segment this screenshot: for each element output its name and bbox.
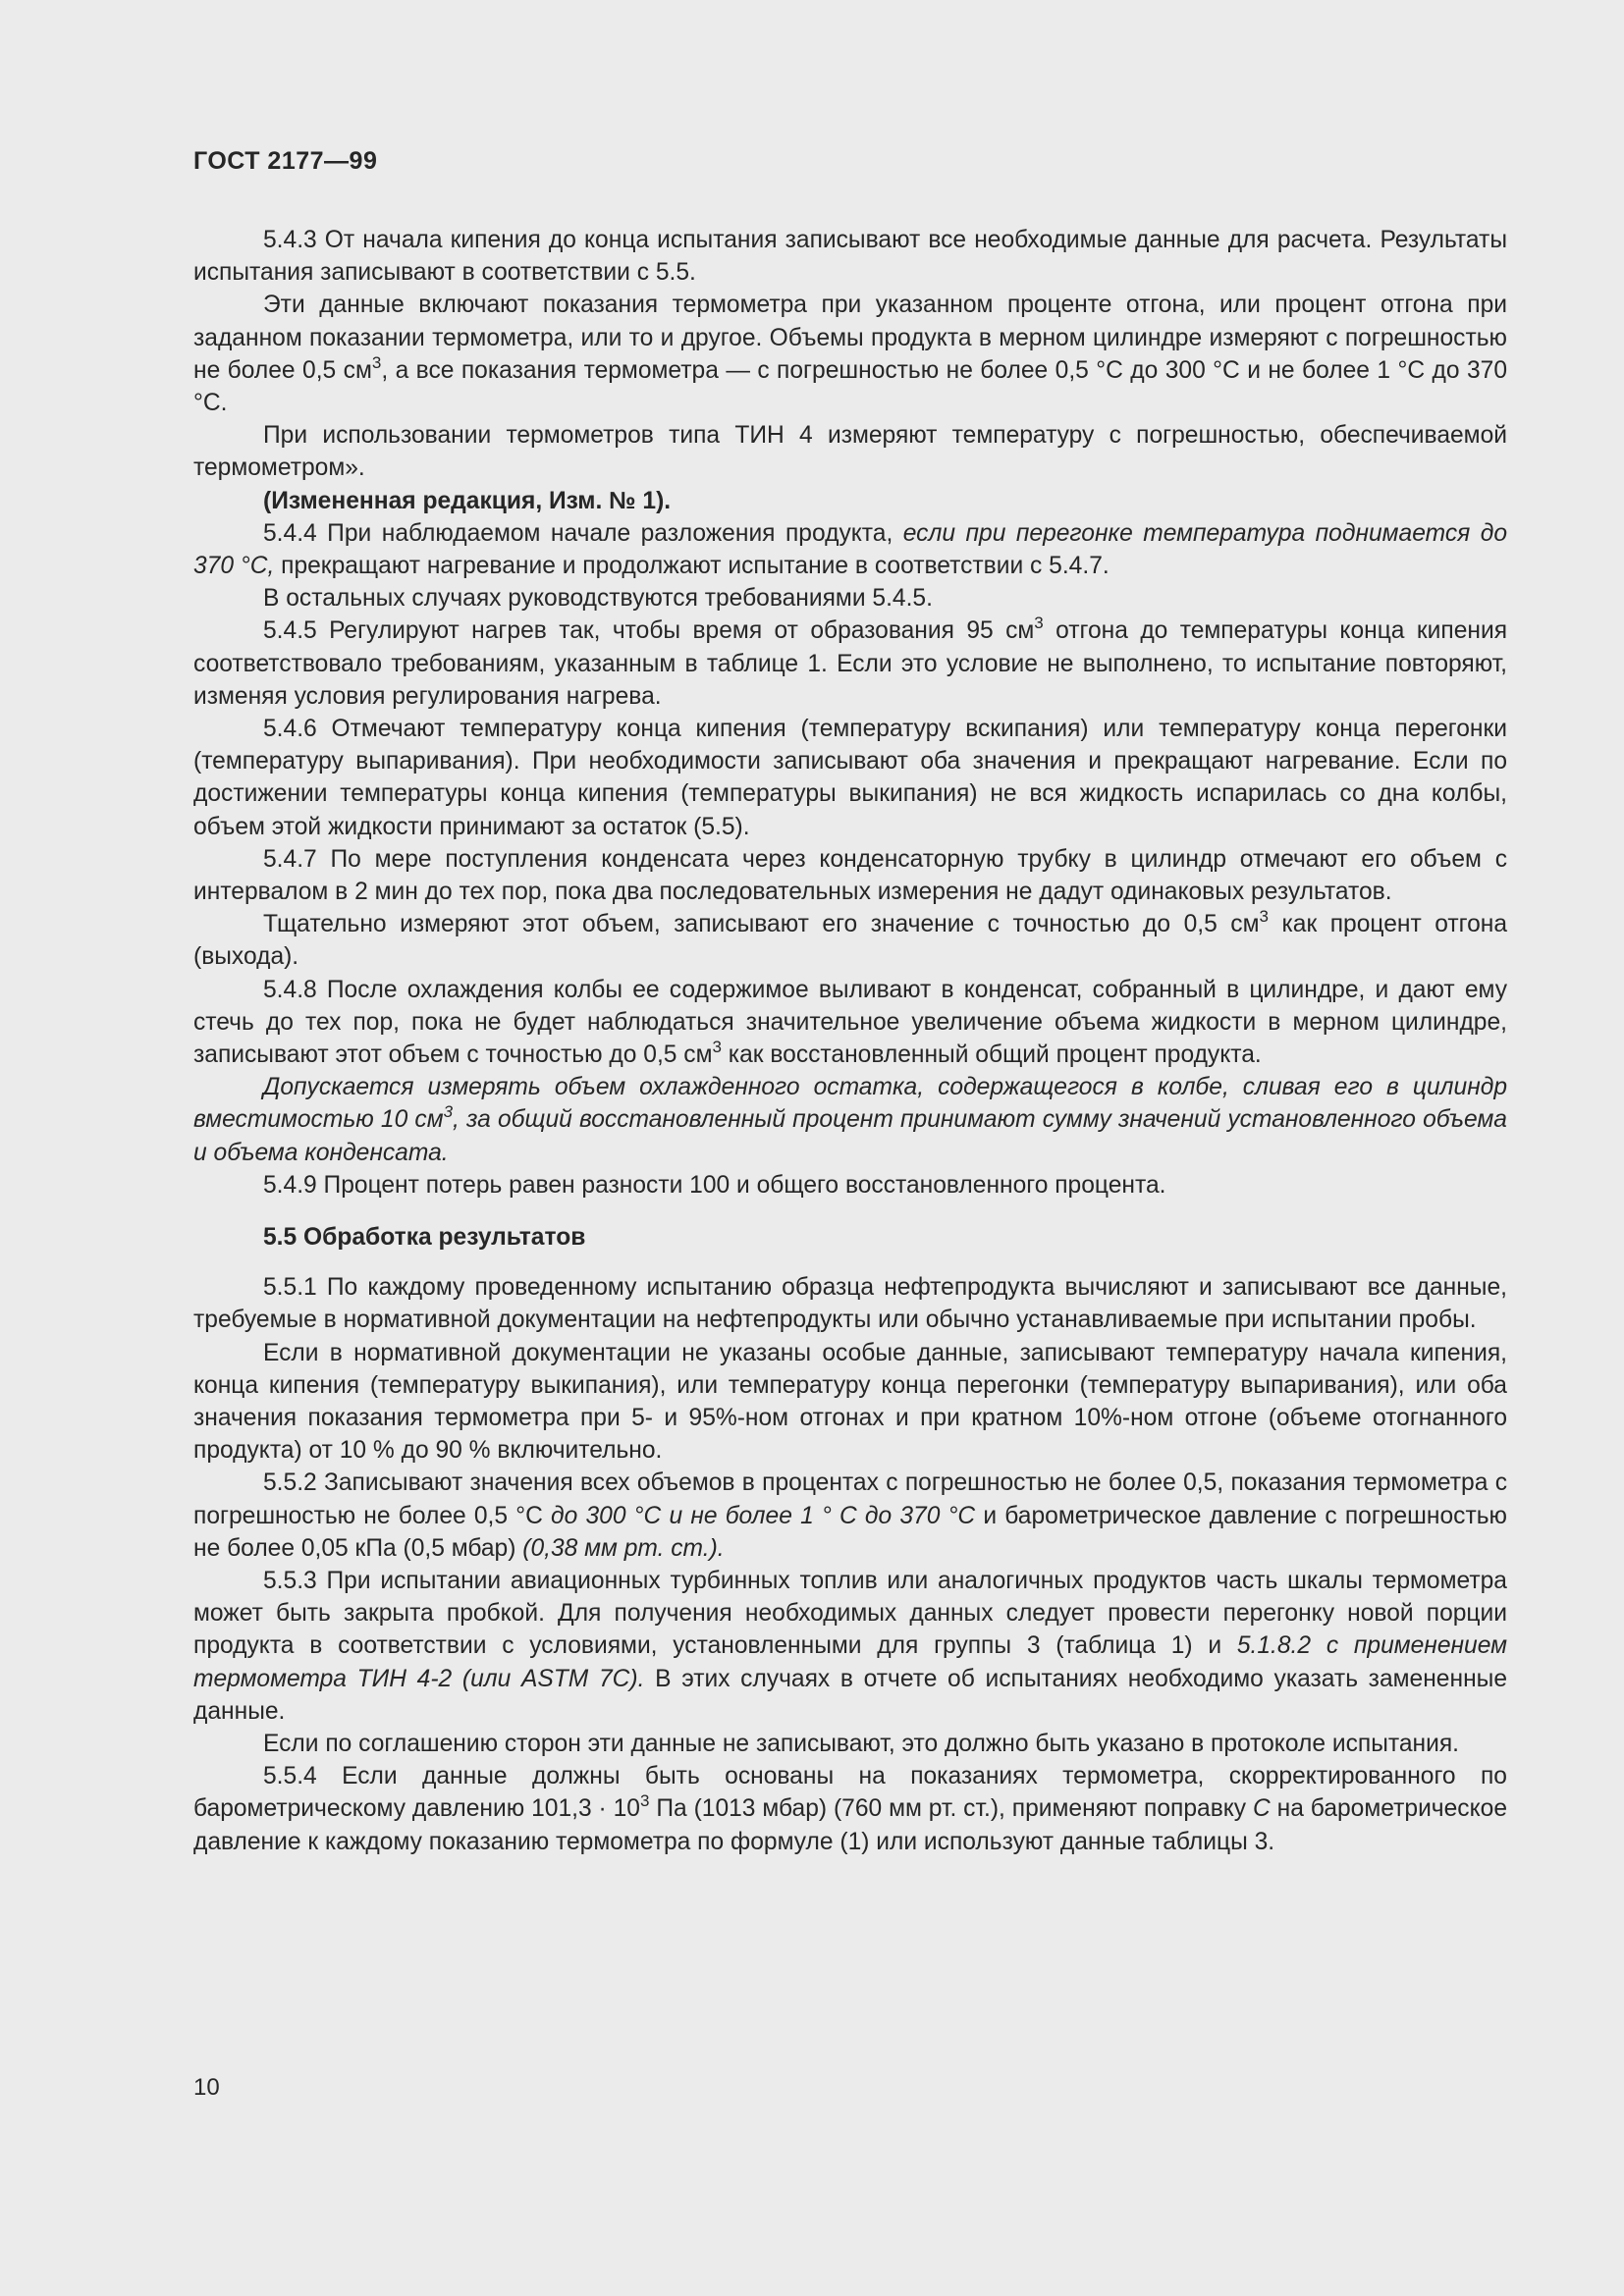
paragraph-5-4-3: 5.4.3 От начала кипения до конца испытания записывают все необходимые данные для расчета. Результаты испытания записывают в соответствии с 5.5. bbox=[193, 227, 1507, 287]
paragraph-agreement: Если по соглашению сторон эти данные не записывают, это должно быть указано в протоколе испытания. bbox=[263, 1730, 1460, 1757]
paragraph-other-cases: В остальных случаях руководствуются требованиями 5.4.5. bbox=[263, 585, 933, 613]
paragraph-5-5-2: 5.5.2 Записывают значения всех объемов в процентах с погрешностью не более 0,5, показания термометра с погрешностью не более 0,5 °С до 300 °С и не более 1 ° С до 370 °С и барометрическое давление с погрешностью не более 0,05 кПа (0,5 мбар) (0,38 мм рт. ст.). bbox=[193, 1469, 1507, 1562]
section-title: 5.5 Обработка результатов bbox=[263, 1224, 586, 1252]
amendment-note: (Измененная редакция, Изм. № 1). bbox=[263, 487, 672, 514]
paragraph-5-5-1: 5.5.1 По каждому проведенному испытанию образца нефтепродукта вычисляют и записывают все данные, требуемые в нормативной документации на нефтепродукты или обычно устанавливаемые при испытании пробы. bbox=[193, 1274, 1507, 1334]
paragraph-5-4-4: 5.4.4 При наблюдаемом начале разложения продукта, если при перегонке температура поднимается до 370 °С, прекращают нагревание и продолжают испытание в соответствии с 5.4.7. bbox=[193, 519, 1508, 580]
paragraph-measure-volume: Тщательно измеряют этот объем, записывают его значение с точностью до 0,5 $см^3$ как процент отгона (выхода). bbox=[193, 907, 1508, 971]
paragraph-tin4-thermometers: При использовании термометров типа ТИН 4 измеряют температуру с погрешностью, обеспечиваемой термометром». bbox=[193, 422, 1507, 482]
page-number: 10 bbox=[193, 2074, 220, 2101]
paragraph-5-4-6: 5.4.6 Отмечают температуру конца кипения (температуру вскипания) или температуру конца перегонки (температуру выпаривания). При необходимости записывают оба значения и прекращают нагревание. Если по достижении температуры конца кипения (температуры выкипания) не вся жидкость испарилась со дна колбы, объем этой жидкости принимают за остаток (5.5). bbox=[193, 716, 1507, 840]
paragraph-5-5-3: 5.5.3 При испытании авиационных турбинных топлив или аналогичных продуктов часть шкалы термометра может быть закрыта пробкой. Для получения необходимых данных следует провести перегонку новой порции продукта в соответствии с условиями, установленными для группы 3 (таблица 1) и 5.1.8.2 с применением термометра ТИН 4-2 (или ASTM 7C). В этих случаях в отчете об испытаниях необходимо указать замененные данные. bbox=[193, 1567, 1508, 1725]
paragraph-no-special-data: Если в нормативной документации не указаны особые данные, записывают температуру начала кипения, конца кипения (температуру выкипания), или температуру конца перегонки (температуру выпаривания), или оба значения показания термометра при 5- и 95%-ном отгонах и при кратном 10%-ном отгоне (объеме отогнанного продукта) от 10 % до 90 % включительно. bbox=[193, 1339, 1507, 1465]
paragraph-data-includes: Эти данные включают показания термометра при указанном проценте отгона, или процент отгона при заданном показании термометра, или то и другое. Объемы продукта в мерном цилиндре измеряют с погрешностью не более 0,5 $см^3$, а все показания термометра — с погрешностью не более 0,5 °С до 300 °С и не более 1 °С до 370 °С. bbox=[193, 292, 1507, 417]
paragraph-allowed-measure: Допускается измерять объем охлажденного остатка, содержащегося в колбе, сливая его в цилиндр вместимостью 10 $см^3$, за общий восстановленный процент принимают сумму значений установленного объема и объема конденсата. bbox=[193, 1074, 1507, 1166]
paragraph-5-4-7: 5.4.7 По мере поступления конденсата через конденсаторную трубку в цилиндр отмечают его объем с интервалом в 2 мин до тех пор, пока два последовательных измерения не дадут одинаковых результатов. bbox=[193, 845, 1507, 906]
paragraph-5-4-9: 5.4.9 Процент потерь равен разности 100 и общего восстановленного процента. bbox=[263, 1171, 1166, 1199]
paragraph-5-5-4: 5.5.4 Если данные должны быть основаны на показаниях термометра, скорректированного по барометрическому давлению $101,3 \cdot 10^3$ Па (1013 мбар) (760 мм рт. ст.), применяют поправку С на барометрическое давление к каждому показанию термометра по формуле (1) или используют данные таблицы 3. bbox=[193, 1763, 1507, 1855]
paragraph-5-4-8: 5.4.8 После охлаждения колбы ее содержимое выливают в конденсат, собранный в цилиндре, и дают ему стечь до тех пор, пока не будет наблюдаться значительное увеличение объема жидкости в мерном цилиндре, записывают этот объем с точностью до 0,5 $см^3$ как восстановленный общий процент продукта. bbox=[193, 976, 1507, 1069]
paragraph-5-4-5: 5.4.5 Регулируют нагрев так, чтобы время от образования 95 $см^3$ отгона до температуры конца кипения соответствовало требованиям, указанным в таблице 1. Если это условие не выполнено, то испытание повторяют, изменяя условия регулирования нагрева. bbox=[193, 614, 1508, 710]
document-header: ГОСТ 2177—99 bbox=[193, 147, 378, 175]
document-body bbox=[193, 224, 1507, 1858]
